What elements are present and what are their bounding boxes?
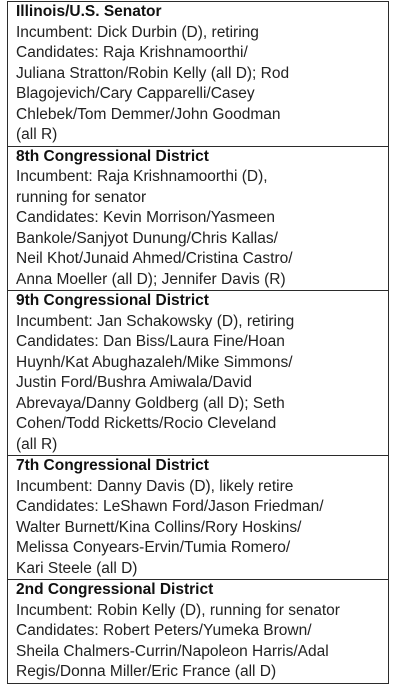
race-title: 9th Congressional District [16,292,209,309]
race-text-line: Incumbent: Robin Kelly (D), running for senator [16,601,340,619]
race-title: 8th Congressional District [16,147,209,165]
race-text-line: Walter Burnett/Kina Collins/Rory Hoskins/ [16,518,302,536]
race-text-line: Juliana Stratton/Robin Kelly (all D); Rod [16,64,290,82]
race-text-line: Anna Moeller (all D); Jennifer Davis (R) [16,270,286,288]
race-text-line: Bankole/Sanjyot Dunung/Chris Kallas/ [16,229,278,247]
race-text-line: Blagojevich/Cary Capparelli/Casey [16,85,255,102]
race-text-line: Kari Steele (all D) [16,559,138,577]
race-text-line: Candidates: Kevin Morrison/Yasmeen [16,209,276,226]
race-text-line: Candidates: Robert Peters/Yumeka Brown/ [16,622,312,639]
race-title: 2nd Congressional District [16,581,214,598]
race-text-line: Huynh/Kat Abughazaleh/Mike Simmons/ [16,353,293,371]
race-text-line: Incumbent: Dick Durbin (D), retiring [16,23,259,41]
race-cell-8th-district [8,147,388,292]
race-cell-7th-district [8,456,388,580]
race-text-line: (all R) [16,435,58,453]
race-text-line: Candidates: Dan Biss/Laura Fine/Hoan [16,333,285,350]
race-text-line: Incumbent: Jan Schakowsky (D), retiring [16,312,295,330]
race-text-line: Candidates: LeShawn Ford/Jason Friedman/ [16,498,324,515]
race-text-line: Abrevaya/Danny Goldberg (all D); Seth [16,394,285,412]
race-text-line: Neil Khot/Junaid Ahmed/Cristina Castro/ [16,250,293,267]
race-cell-illinois-senator [8,2,388,147]
race-text-line: running for senator [16,188,147,206]
race-text-line: (all R) [16,126,58,143]
race-title: 7th Congressional District [16,457,209,474]
race-cell-9th-district [8,291,388,456]
races-table [7,1,389,684]
race-text-line: Chlebek/Tom Demmer/John Goodman [16,105,281,123]
race-cell-2nd-district [8,580,388,683]
race-text-line: Incumbent: Raja Krishnamoorthi (D), [16,168,268,185]
race-title: Illinois/U.S. Senator [16,3,162,20]
race-text-line: Melissa Conyears-Ervin/Tumia Romero/ [16,539,291,556]
race-text-line: Incumbent: Danny Davis (D), likely retire [16,477,294,495]
race-text-line: Candidates: Raja Krishnamoorthi/ [16,44,248,61]
race-text-line: Sheila Chalmers-Currin/Napoleon Harris/Adal [16,642,329,660]
race-text-line: Cohen/Todd Ricketts/Rocio Cleveland [16,415,277,432]
race-text-line: Regis/Donna Miller/Eric France (all D) [16,663,277,680]
race-text-line: Justin Ford/Bushra Amiwala/David [16,374,253,391]
